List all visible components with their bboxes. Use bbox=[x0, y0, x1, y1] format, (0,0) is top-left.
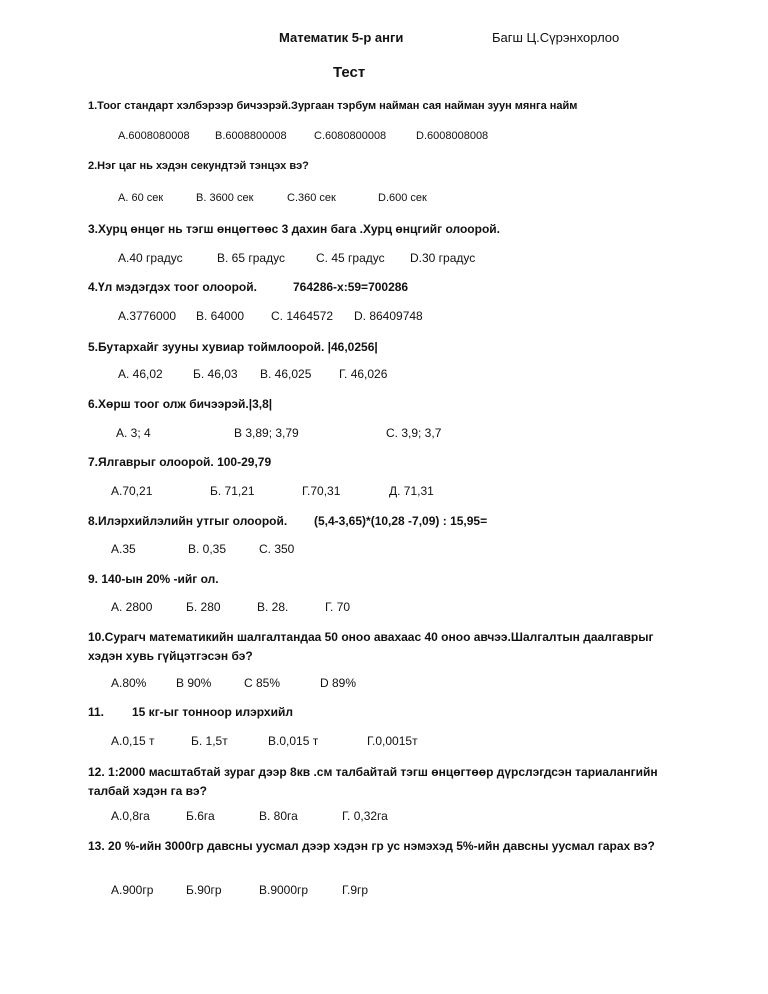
q7-option-d: Д. 71,31 bbox=[389, 484, 434, 498]
question-13: 13. 20 %-ийн 3000гр давсны уусмал дээр хэдэн гр ус нэмэхэд 5%-ийн давсны уусмал гарах вэ? bbox=[88, 839, 655, 853]
q8-option-c: C. 350 bbox=[259, 542, 295, 556]
question-10: 10.Сурагч математикийн шалгалтандаа 50 оноо авахаас 40 оноо авчээ.Шалгалтын даалгаврыг хэдэн хувь гүйцэтгэсэн бэ? bbox=[88, 630, 654, 663]
q11-option-d: Г.0,0015т bbox=[367, 734, 418, 748]
header-title: Математик 5-р анги bbox=[279, 30, 404, 45]
q3-option-c: C. 45 градус bbox=[316, 251, 385, 265]
q3-option-a: A.40 градус bbox=[118, 251, 183, 265]
q7-option-b: Б. 71,21 bbox=[210, 484, 255, 498]
q6-option-a: A. 3; 4 bbox=[116, 426, 151, 440]
q2-option-c: C.360 сек bbox=[287, 192, 336, 204]
q10-option-c: C 85% bbox=[244, 676, 281, 690]
q10-option-d: D 89% bbox=[320, 676, 357, 690]
q12-option-a: A.0,8га bbox=[111, 809, 150, 823]
q6-option-b: B 3,89; 3,79 bbox=[234, 426, 299, 440]
question-2: 2.Нэг цаг нь хэдэн секундтэй тэнцэх вэ? bbox=[88, 160, 309, 172]
q1-option-b: B.6008800008 bbox=[215, 130, 287, 142]
q9-option-c: B. 28. bbox=[257, 600, 289, 614]
test-title: Тест bbox=[333, 64, 366, 81]
q4-option-a: A.3776000 bbox=[118, 309, 177, 323]
question-11-number: 11. bbox=[88, 705, 105, 719]
q2-option-a: A. 60 сек bbox=[118, 192, 164, 204]
q8-option-b: B. 0,35 bbox=[188, 542, 227, 556]
q3-option-d: D.30 градус bbox=[410, 251, 476, 265]
q1-option-a: A.6008080008 bbox=[118, 130, 190, 142]
q12-option-c: B. 80га bbox=[259, 809, 298, 823]
question-6: 6.Хөрш тоог олж бичээрэй.|3,8| bbox=[88, 397, 273, 411]
question-8: 8.Илэрхийлэлийн утгыг олоорой. bbox=[88, 514, 288, 528]
q4-option-d: D. 86409748 bbox=[354, 309, 423, 323]
q5-option-d: Г. 46,026 bbox=[339, 367, 388, 381]
q6-option-c: C. 3,9; 3,7 bbox=[386, 426, 442, 440]
q13-option-c: B.9000гр bbox=[259, 883, 309, 897]
q4-equation: 764286-x:59=700286 bbox=[293, 280, 409, 294]
question-9: 9. 140-ын 20% -ийг ол. bbox=[88, 572, 219, 586]
q12-option-b: Б.6га bbox=[186, 809, 215, 823]
question-3: 3.Хурц өнцөг нь тэгш өнцөгтөөс 3 дахин бага .Хурц өнцгийг олоорой. bbox=[88, 222, 500, 236]
question-11: 15 кг-ыг тонноор илэрхийл bbox=[132, 705, 293, 719]
q9-option-b: Б. 280 bbox=[186, 600, 221, 614]
q7-option-c: Г.70,31 bbox=[302, 484, 341, 498]
q9-option-d: Г. 70 bbox=[325, 600, 351, 614]
q5-option-a: A. 46,02 bbox=[118, 367, 163, 381]
q13-option-a: A.900гр bbox=[111, 883, 154, 897]
q11-option-a: A.0,15 т bbox=[111, 734, 155, 748]
q5-option-c: B. 46,025 bbox=[260, 367, 312, 381]
q4-option-b: B. 64000 bbox=[196, 309, 245, 323]
q10-option-a: A.80% bbox=[111, 676, 147, 690]
q2-option-d: D.600 сек bbox=[378, 192, 427, 204]
q5-option-b: Б. 46,03 bbox=[193, 367, 238, 381]
question-4: 4.Үл мэдэгдэх тоог олоорой. bbox=[88, 280, 257, 294]
q13-option-b: Б.90гр bbox=[186, 883, 222, 897]
q7-option-a: A.70,21 bbox=[111, 484, 153, 498]
q8-option-a: A.35 bbox=[111, 542, 136, 556]
q11-option-b: Б. 1,5т bbox=[191, 734, 228, 748]
q11-option-c: B.0,015 т bbox=[268, 734, 319, 748]
q1-option-c: C.6080800008 bbox=[314, 130, 387, 142]
q10-option-b: B 90% bbox=[176, 676, 212, 690]
q2-option-b: B. 3600 сек bbox=[196, 192, 254, 204]
question-5: 5.Бутархайг зууны хувиар тоймлоорой. |46,0256| bbox=[88, 340, 378, 354]
q13-option-d: Г.9гр bbox=[342, 883, 369, 897]
header-teacher: Багш Ц.Сүрэнхорлоо bbox=[492, 30, 620, 45]
q1-option-d: D.6008008008 bbox=[416, 130, 489, 142]
question-12: 12. 1:2000 масштабтай зураг дээр 8кв .см талбайтай тэгш өнцөгтөөр дүрслэгдсэн тариалангийн талбай хэдэн га вэ? bbox=[88, 765, 658, 798]
q4-option-c: C. 1464572 bbox=[271, 309, 334, 323]
question-7: 7.Ялгаврыг олоорой. 100-29,79 bbox=[88, 455, 272, 469]
q12-option-d: Г. 0,32га bbox=[342, 809, 388, 823]
q8-equation: (5,4-3,65)*(10,28 -7,09) : 15,95= bbox=[314, 514, 488, 528]
question-1: 1.Тоог стандарт хэлбэрээр бичээрэй.Зургаан тэрбум найман сая найман зуун мянга найм bbox=[88, 100, 578, 112]
q9-option-a: A. 2800 bbox=[111, 600, 153, 614]
q3-option-b: B. 65 градус bbox=[217, 251, 285, 265]
